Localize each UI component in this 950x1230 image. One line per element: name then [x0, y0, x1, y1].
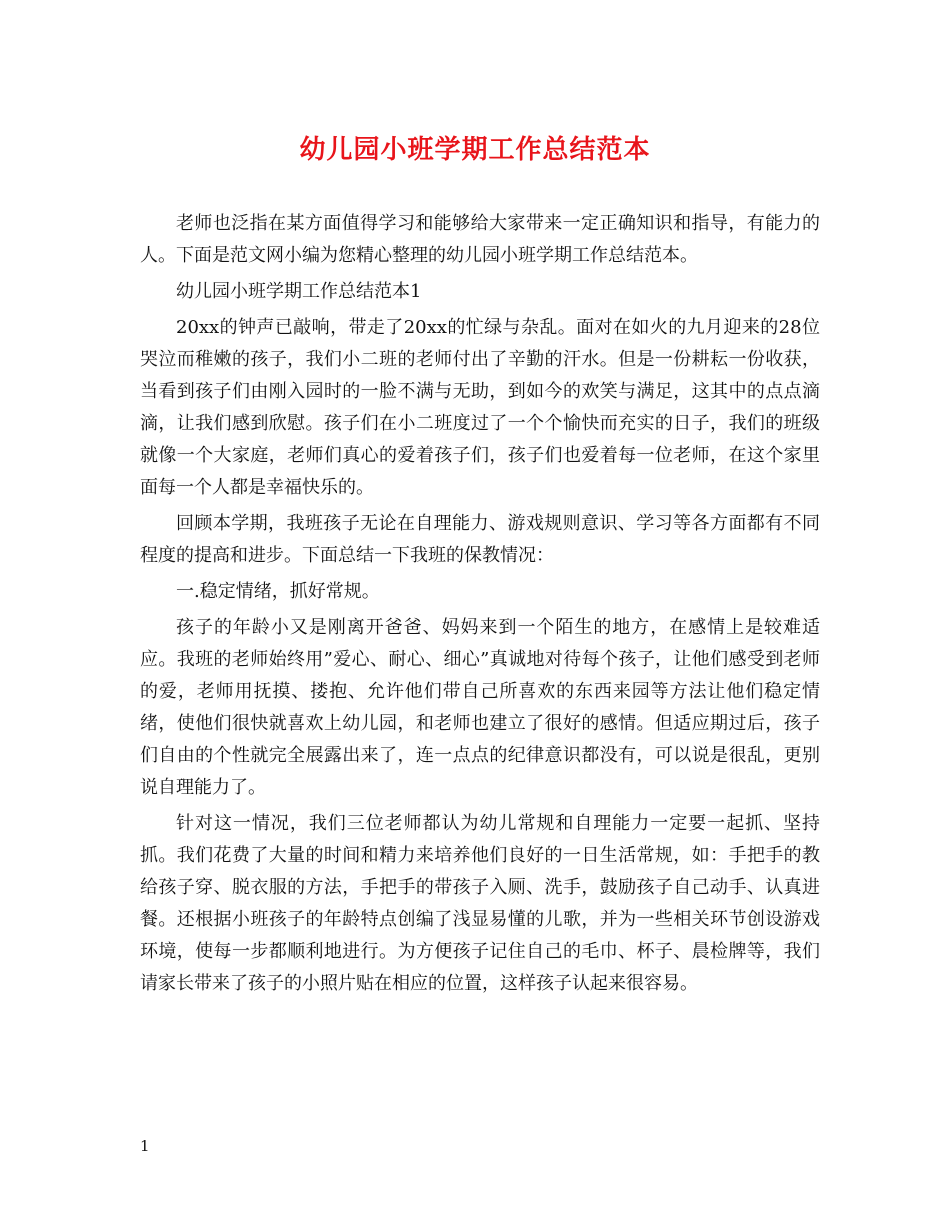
- body-paragraph: 针对这一情况，我们三位老师都认为幼儿常规和自理能力一定要一起抓、坚持抓。我们花费了大量的时间和精力来培养他们良好的一日生活常规，如：手把手的教给孩子穿、脱衣服的方法，手把手的带孩子入厕、洗手，鼓励孩子自己动手、认真进餐。还根据小班孩子的年龄特点创编了浅显易懂的儿歌，并为一些相关环节创设游戏环境，使每一步都顺利地进行。为方便孩子记住自己的毛巾、杯子、晨检牌等，我们请家长带来了孩子的小照片贴在相应的位置，这样孩子认起来很容易。: [140, 813, 820, 994]
- body-paragraph: 20xx的钟声已敲响，带走了20xx的忙绿与杂乱。面对在如火的九月迎来的28位哭泣而稚嫩的孩子，我们小二班的老师付出了辛勤的汗水。但是一份耕耘一份收获，当看到孩子们由刚入园时的一脸不满与无助，到如今的欢笑与满足，这其中的点点滴滴，让我们感到欣慰。孩子们在小二班度过了一个个愉快而充实的日子，我们的班级就像一个大家庭，老师们真心的爱着孩子们，孩子们也爱着每一位老师，在这个家里面每一个人都是幸福快乐的。: [140, 317, 820, 498]
- subsection-heading: 一.稳定情绪，抓好常规。: [176, 581, 380, 602]
- section-heading: 幼儿园小班学期工作总结范本1: [176, 281, 422, 302]
- intro-paragraph: 老师也泛指在某方面值得学习和能够给大家带来一定正确知识和指导，有能力的人。下面是范文网小编为您精心整理的幼儿园小班学期工作总结范本。: [140, 213, 820, 266]
- document-body: [140, 208, 820, 1000]
- body-paragraph: 回顾本学期，我班孩子无论在自理能力、游戏规则意识、学习等各方面都有不同程度的提高和进步。下面总结一下我班的保教情况：: [140, 513, 820, 566]
- page-number: 1: [140, 1137, 150, 1155]
- document-title: 幼儿园小班学期工作总结范本: [299, 135, 651, 165]
- body-paragraph: 孩子的年龄小又是刚离开爸爸、妈妈来到一个陌生的地方，在感情上是较难适应。我班的老师始终用”爱心、耐心、细心”真诚地对待每个孩子，让他们感受到老师的爱，老师用抚摸、搂抱、允许他们带自己所喜欢的东西来园等方法让他们稳定情绪，使他们很快就喜欢上幼儿园，和老师也建立了很好的感情。但适应期过后，孩子们自由的个性就完全展露出来了，连一点点的纪律意识都没有，可以说是很乱，更别说自理能力了。: [140, 617, 820, 798]
